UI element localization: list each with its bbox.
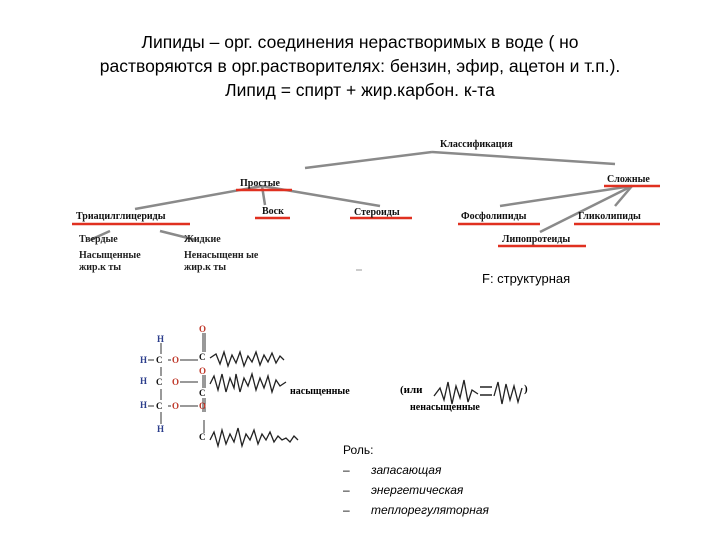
role-dash: –: [343, 503, 350, 517]
atom-o-3: O: [172, 401, 180, 411]
fatty-acid-chain-1: [210, 352, 284, 366]
atom-c-acid-2: C: [199, 388, 206, 398]
atom-h-1: H: [140, 355, 148, 365]
role-text: теплорегуляторная: [371, 503, 489, 517]
node-solid: Твердые: [79, 234, 118, 245]
node-complex: Сложные: [607, 174, 650, 185]
role-item: [343, 500, 489, 520]
roles-block: [343, 440, 489, 520]
or-close-label: ): [524, 383, 528, 395]
node-waxes: Воск: [262, 206, 284, 217]
node-glycolipids: Гликолипиды: [578, 211, 641, 222]
atom-o-top-2: O: [199, 366, 207, 376]
unsaturated-label: ненасыщенные: [410, 402, 480, 413]
unsaturated-chain-2: [494, 382, 522, 404]
node-simple: Простые: [240, 178, 280, 189]
role-text: запасающая: [371, 463, 442, 477]
node-saturated-acids: Насыщенные жир.к ты: [79, 250, 141, 273]
roles-heading: Роль:: [343, 443, 374, 457]
or-open-label: (или: [400, 384, 423, 396]
atom-h-bottom: H: [157, 424, 165, 434]
formula-label: F: структурная: [482, 271, 571, 286]
atom-o-top-3: O: [199, 401, 207, 411]
atom-o-1: O: [172, 355, 180, 365]
role-dash: –: [343, 483, 350, 497]
title-line-3: Липид = спирт + жир.карбон. к-та: [225, 80, 495, 100]
role-text: энергетическая: [371, 483, 464, 497]
atom-h-2: H: [140, 376, 148, 386]
atom-o-top-1: O: [199, 324, 207, 334]
unsaturated-chain: [434, 380, 478, 404]
node-triacylglycerides: Триацилглицериды: [76, 211, 166, 222]
atom-c-3: C: [156, 401, 163, 411]
atom-c-acid-3: C: [199, 432, 206, 442]
atom-c-1: C: [156, 355, 163, 365]
atom-o-2: O: [172, 377, 180, 387]
node-liquid: Жидкие: [184, 234, 221, 245]
node-steroids: Стероиды: [354, 207, 400, 218]
atom-c-2: C: [156, 377, 163, 387]
node-classification: Классификация: [440, 139, 513, 150]
role-dash: –: [343, 463, 350, 477]
role-item: [343, 480, 489, 500]
saturated-label: насыщенные: [290, 386, 350, 397]
atom-h-3: H: [140, 400, 148, 410]
atom-h-top: H: [157, 334, 165, 344]
role-item: [343, 460, 489, 480]
fatty-acid-chain-3: [210, 428, 298, 446]
node-lipoproteins: Липопротеиды: [502, 234, 571, 245]
title-line-1: Липиды – орг. соединения нерастворимых в воде ( но: [141, 32, 579, 52]
node-phospholipids: Фосфолипиды: [461, 211, 527, 222]
node-unsaturated-acids: Ненасыщенн ые жир.к ты: [184, 250, 259, 273]
title-line-2: растворяются в орг.растворителях: бензин, эфир, ацетон и т.п.).: [99, 56, 621, 76]
atom-c-acid-1: C: [199, 352, 206, 362]
fatty-acid-chain-2: [210, 374, 286, 392]
